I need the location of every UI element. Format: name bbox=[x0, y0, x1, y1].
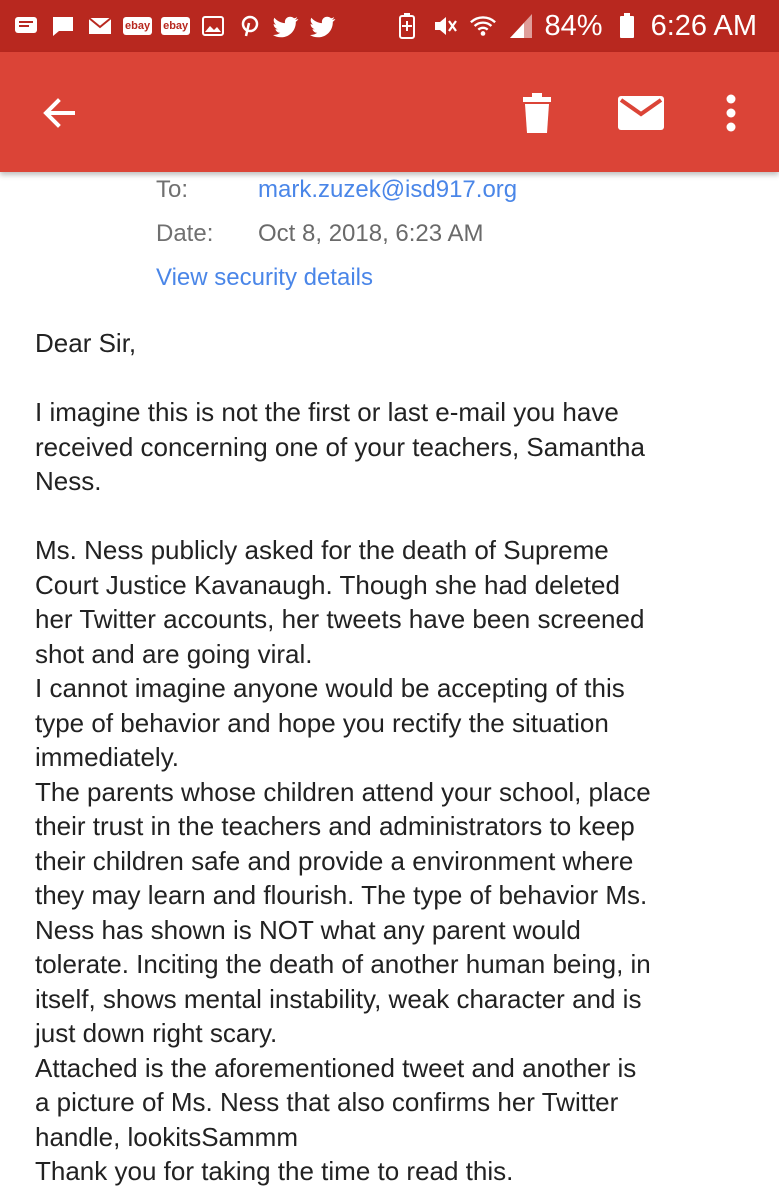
date-value: Oct 8, 2018, 6:23 AM bbox=[258, 220, 484, 247]
signal-icon bbox=[507, 12, 535, 40]
body-line: Dear Sir, bbox=[35, 328, 137, 358]
body-line: I cannot imagine anyone would be accepting of this bbox=[35, 673, 625, 703]
app-bar bbox=[0, 52, 779, 172]
gmail-notification-icon bbox=[86, 12, 114, 40]
body-line: just down right scary. bbox=[35, 1018, 278, 1048]
body-line: handle, lookitsSammm bbox=[35, 1121, 298, 1152]
gallery-icon bbox=[199, 12, 227, 40]
body-line: Attached is the aforementioned tweet and another is bbox=[35, 1052, 637, 1083]
body-line: Ness has shown is NOT what any parent would bbox=[35, 914, 581, 945]
body-line: their children safe and provide a environment where bbox=[35, 845, 634, 876]
body-line: received concerning one of your teachers, Samantha bbox=[35, 431, 645, 462]
chat-icon bbox=[49, 12, 77, 40]
ebay-icon: ebay bbox=[123, 17, 152, 35]
delete-icon[interactable] bbox=[508, 84, 566, 142]
notification-icons bbox=[12, 10, 338, 42]
body-line: Ms. Ness publicly asked for the death of Supreme bbox=[35, 535, 609, 565]
clock: 6:26 AM bbox=[650, 10, 757, 42]
body-line: Court Justice Kavanaugh. Though she had deleted bbox=[35, 569, 620, 600]
body-line: shot and are going viral. bbox=[35, 638, 313, 669]
body-line: itself, shows mental instability, weak character and is bbox=[35, 983, 642, 1014]
to-label: To: bbox=[156, 176, 189, 203]
paragraph-gap bbox=[35, 499, 755, 534]
twitter-icon bbox=[310, 12, 338, 40]
messages-icon bbox=[12, 12, 40, 40]
system-status bbox=[393, 10, 757, 42]
pinterest-icon bbox=[236, 12, 264, 40]
body-line: Thank you for taking the time to read this. bbox=[35, 1156, 514, 1186]
back-arrow-icon[interactable] bbox=[30, 84, 88, 142]
body-line: tolerate. Inciting the death of another human being, in bbox=[35, 949, 651, 979]
paragraph-gap bbox=[35, 361, 755, 396]
to-address-link[interactable]: mark.zuzek@isd917.org bbox=[258, 176, 518, 203]
email-body bbox=[35, 326, 755, 1189]
body-line: their trust in the teachers and administrators to keep bbox=[35, 811, 635, 841]
body-line: her Twitter accounts, her tweets have been screened bbox=[35, 604, 645, 634]
battery-percentage: 84% bbox=[544, 10, 603, 42]
wifi-icon bbox=[469, 12, 497, 40]
body-line: Ness. bbox=[35, 466, 102, 496]
view-security-details-link[interactable]: View security details bbox=[156, 264, 373, 291]
battery-icon bbox=[613, 12, 641, 40]
body-line: immediately. bbox=[35, 742, 180, 772]
body-line: a picture of Ms. Ness that also confirms her Twitter bbox=[35, 1087, 619, 1117]
body-line: they may learn and flourish. The type of behavior Ms. bbox=[35, 880, 648, 910]
mail-icon[interactable] bbox=[610, 84, 672, 142]
email-content bbox=[0, 172, 779, 1200]
body-line: I imagine this is not the first or last e-mail you have bbox=[35, 397, 619, 427]
mute-icon bbox=[431, 12, 459, 40]
body-line: The parents whose children attend your school, place bbox=[35, 776, 651, 807]
body-line: type of behavior and hope you rectify the situation bbox=[35, 707, 609, 738]
date-label: Date: bbox=[156, 220, 214, 247]
ebay-icon: ebay bbox=[161, 17, 190, 35]
twitter-icon bbox=[273, 12, 301, 40]
status-bar bbox=[0, 0, 779, 52]
more-vert-icon[interactable] bbox=[711, 84, 751, 142]
battery-saver-icon bbox=[393, 12, 421, 40]
